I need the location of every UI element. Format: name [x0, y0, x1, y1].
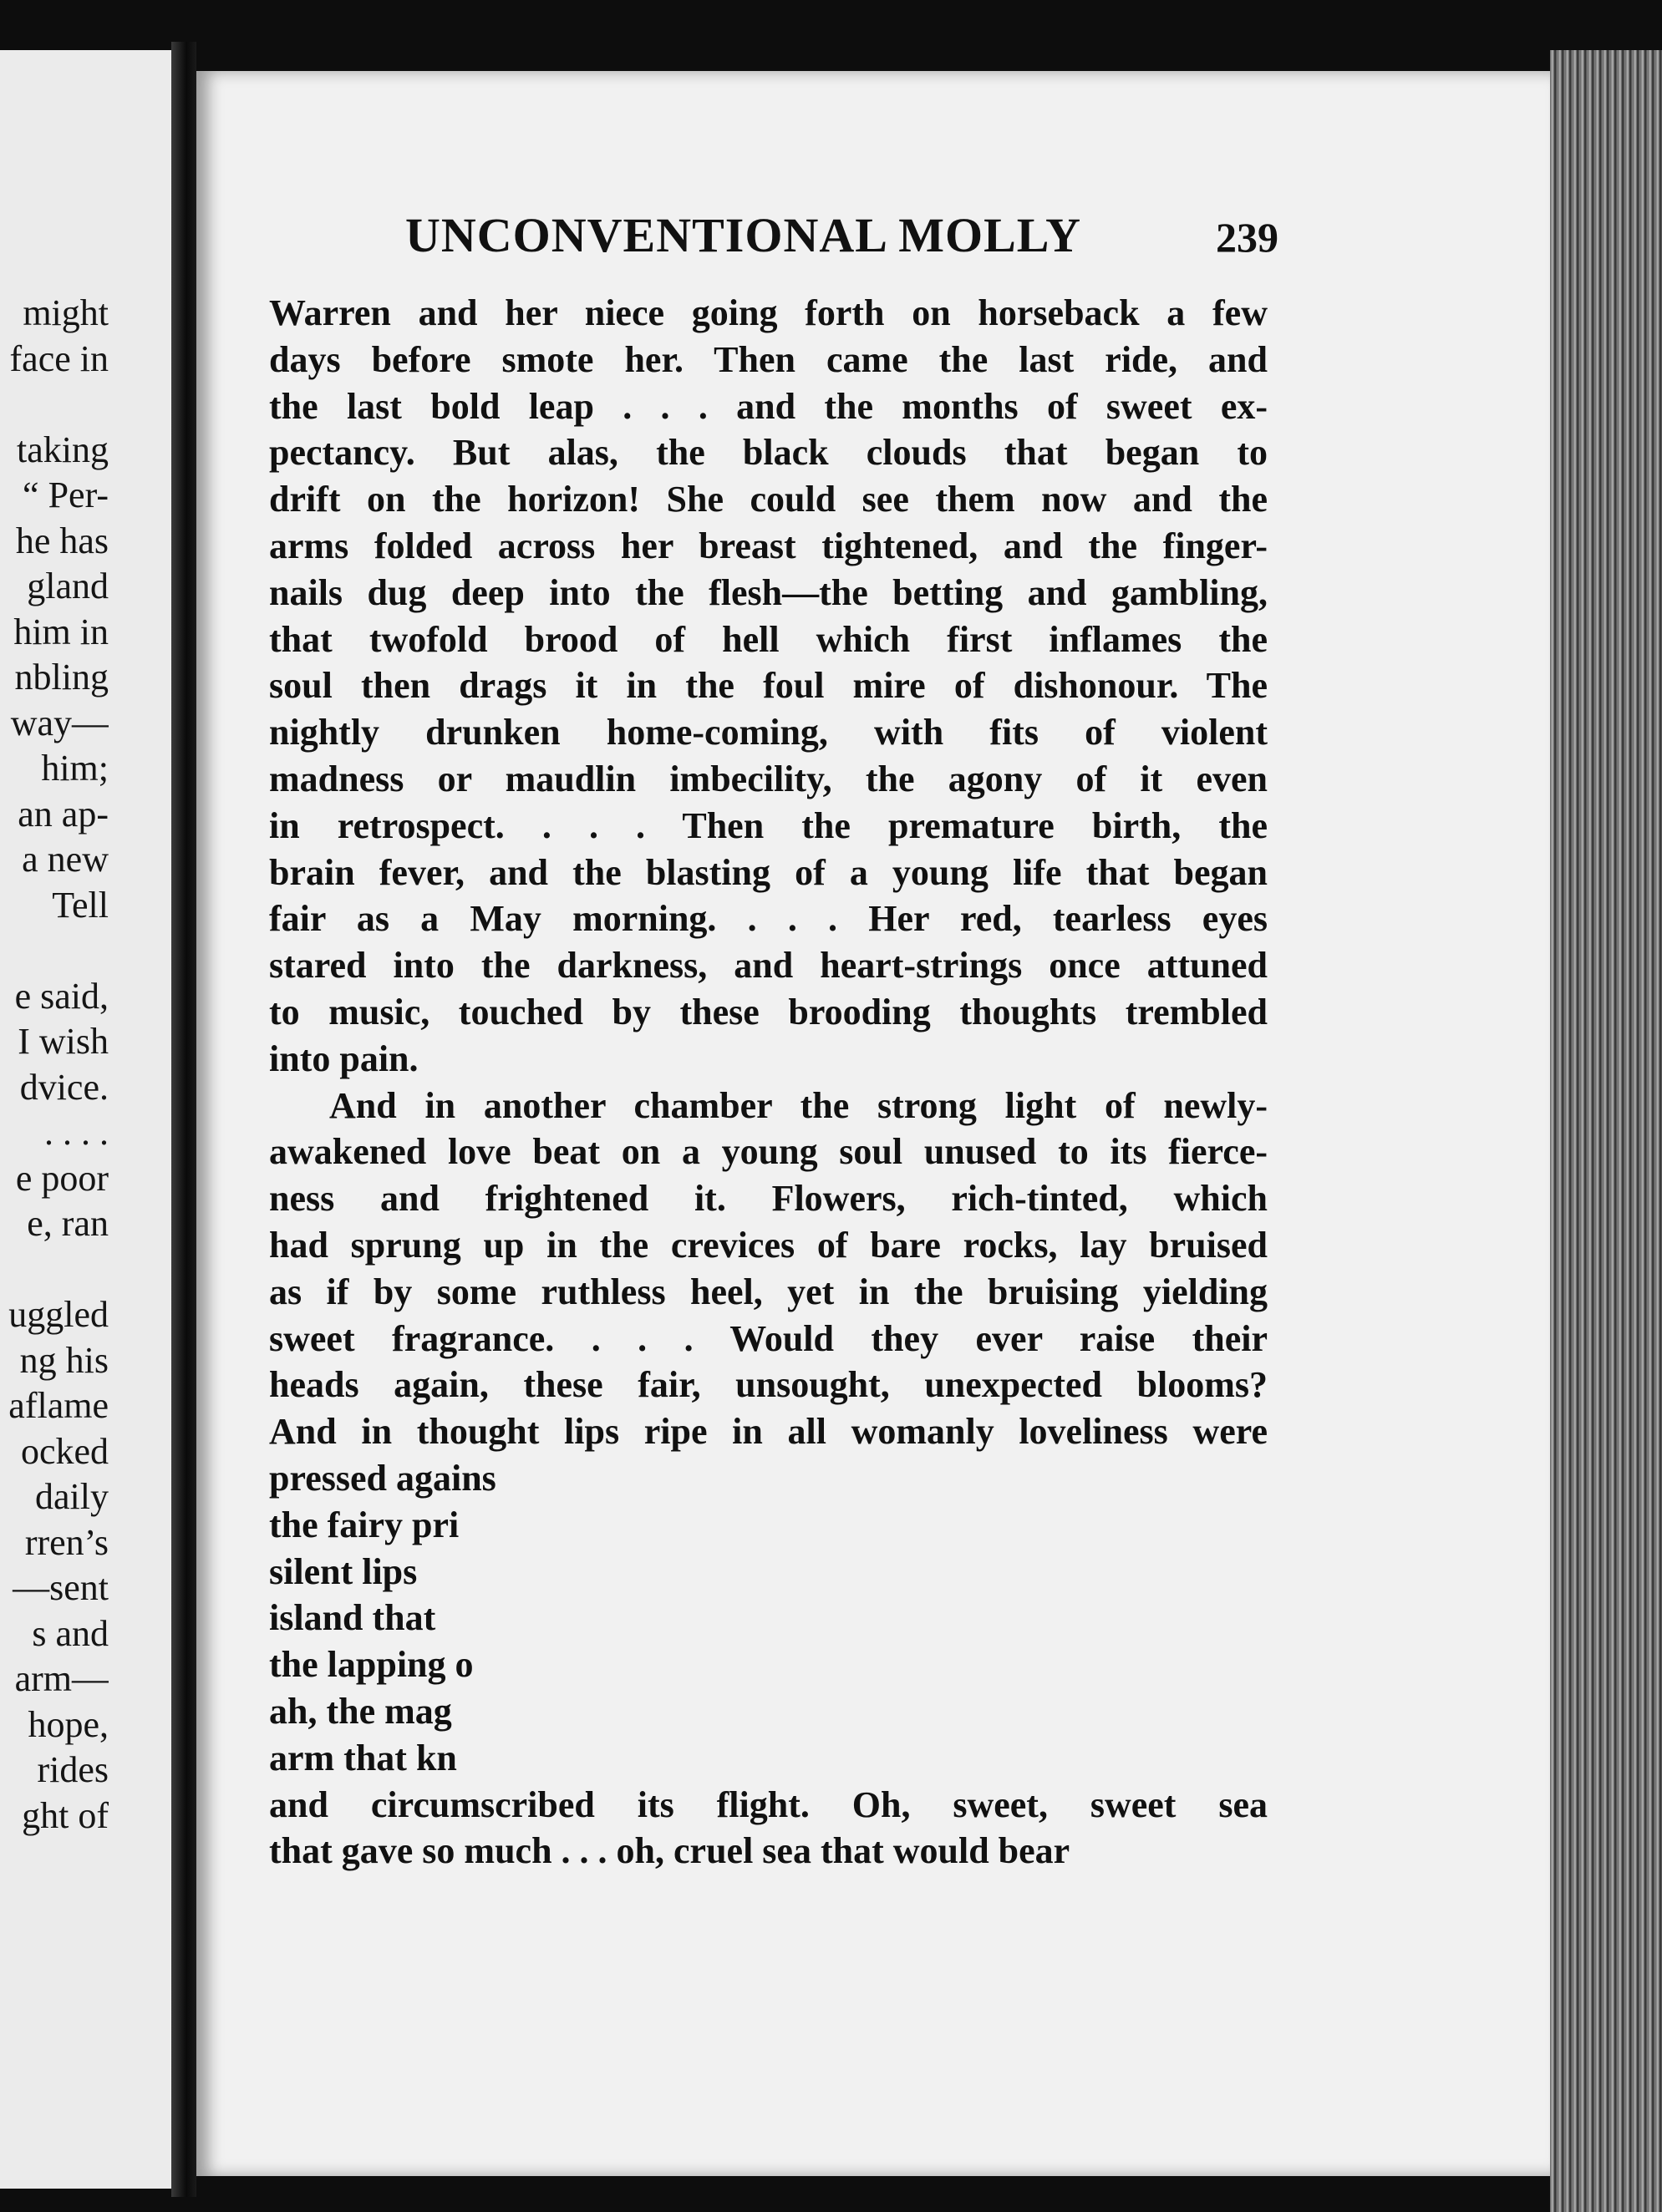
left-page-line: arm— [14, 1658, 109, 1699]
left-page-line: him in [13, 611, 109, 652]
paragraph [269, 290, 1268, 1083]
left-page-line: taking [17, 429, 109, 470]
left-page-line: gland [27, 566, 109, 606]
left-page-line [0, 1247, 109, 1293]
text-line: And in another chamber the strong light of newly- [329, 1084, 1268, 1126]
text-line: the fairy pri [269, 1504, 460, 1545]
left-page-line: “ Per- [23, 474, 109, 515]
text-line: into pain. [269, 1038, 419, 1079]
left-page-line: an ap- [18, 793, 109, 835]
running-head [405, 207, 1278, 266]
text-line: ness and frightened it. Flowers, rich-tinted, which [269, 1178, 1268, 1220]
text-line: And in thought lips ripe in all womanly loveliness were [269, 1411, 1268, 1453]
left-page-line: uggled [8, 1294, 109, 1335]
left-page-text [0, 291, 109, 1839]
left-page-line: hope, [28, 1703, 109, 1745]
text-line: as if by some ruthless heel, yet in the bruising yielding [269, 1271, 1268, 1312]
text-line: soul then drags it in the foul mire of dishonour. The [269, 665, 1268, 707]
left-page-line: e said, [14, 975, 109, 1017]
text-line: silent lips [269, 1550, 418, 1592]
left-page-line: way— [10, 702, 109, 743]
text-line: in retrospect. . . . Then the premature birth, the [269, 804, 1268, 846]
text-line: madness or maudlin imbecility, the agony of it even [269, 758, 1268, 799]
left-page-line: Tell [52, 884, 109, 926]
text-line: nightly drunken home-coming, with fits of violent [269, 712, 1268, 753]
left-page-line: a new [22, 839, 109, 880]
left-page-line: daily [35, 1476, 109, 1517]
left-page-line: dvice. [19, 1066, 109, 1108]
left-page-line: s and [32, 1612, 109, 1654]
left-page-line: —sent [13, 1567, 109, 1608]
text-line: island that [269, 1597, 436, 1639]
body-text [269, 290, 1268, 1875]
text-line: that gave so much . . . oh, cruel sea that would bear [269, 1830, 1070, 1872]
book-gutter [171, 42, 196, 2197]
text-line: awakened love beat on a young soul unused to its fierce- [269, 1131, 1268, 1173]
text-line: fair as a May morning. . . . Her red, tearless eyes [269, 898, 1268, 940]
left-page-line: I wish [18, 1021, 109, 1062]
left-page-line: might [23, 292, 109, 333]
text-line: had sprung up in the crevices of bare rocks, lay bruised [269, 1224, 1268, 1266]
text-line: pectancy. But alas, the black clouds that began to [269, 432, 1268, 474]
text-line: the last bold leap . . . and the months of sweet ex- [269, 385, 1268, 427]
paragraph [269, 1083, 1268, 1875]
text-line: sweet fragrance. . . . Would they ever raise their [269, 1317, 1268, 1359]
left-page-line: rren’s [24, 1521, 109, 1563]
left-page-line [0, 382, 109, 428]
left-page-line: . . . . [44, 1112, 109, 1153]
left-page-line: he has [15, 520, 109, 561]
running-head-title: UNCONVENTIONAL MOLLY [405, 208, 1082, 262]
text-line: Warren and her niece going forth on horseback a few [269, 292, 1268, 333]
text-line: days before smote her. Then came the last ride, and [269, 338, 1268, 380]
text-line: that twofold brood of hell which first inflames the [269, 618, 1268, 660]
left-page-line: nbling [14, 657, 109, 698]
text-line: drift on the horizon! She could see them now and the [269, 479, 1268, 520]
text-line: nails dug deep into the flesh—the betting and gambling, [269, 571, 1268, 613]
text-line: heads again, these fair, unsought, unexpected blooms? [269, 1364, 1268, 1406]
left-page-line [0, 928, 109, 974]
page-number: 239 [1216, 214, 1278, 261]
left-page-line: e poor [15, 1157, 109, 1199]
left-page-line: ng his [19, 1339, 109, 1381]
text-line: to music, touched by these brooding thoughts trembled [269, 991, 1268, 1032]
left-page-line: ght of [22, 1794, 109, 1836]
left-page-line: face in [9, 337, 109, 379]
text-line: ah, the mag [269, 1690, 452, 1732]
text-line: brain fever, and the blasting of a young life that began [269, 851, 1268, 893]
left-page-line: aflame [8, 1385, 109, 1426]
left-page-line: him; [41, 748, 109, 789]
left-page-line: ocked [20, 1430, 109, 1472]
left-page-line: rides [37, 1749, 109, 1790]
text-line: stared into the darkness, and heart-strings once attuned [269, 945, 1268, 987]
text-line: the lapping o [269, 1644, 474, 1686]
page-edges [1550, 50, 1662, 2212]
text-line: pressed agains [269, 1457, 496, 1499]
left-page [0, 50, 171, 2189]
text-line: arm that kn [269, 1737, 457, 1778]
text-line: arms folded across her breast tightened, and the finger- [269, 525, 1268, 566]
left-page-line: e, ran [27, 1203, 109, 1244]
text-line: and circumscribed its flight. Oh, sweet, sweet sea [269, 1783, 1268, 1825]
